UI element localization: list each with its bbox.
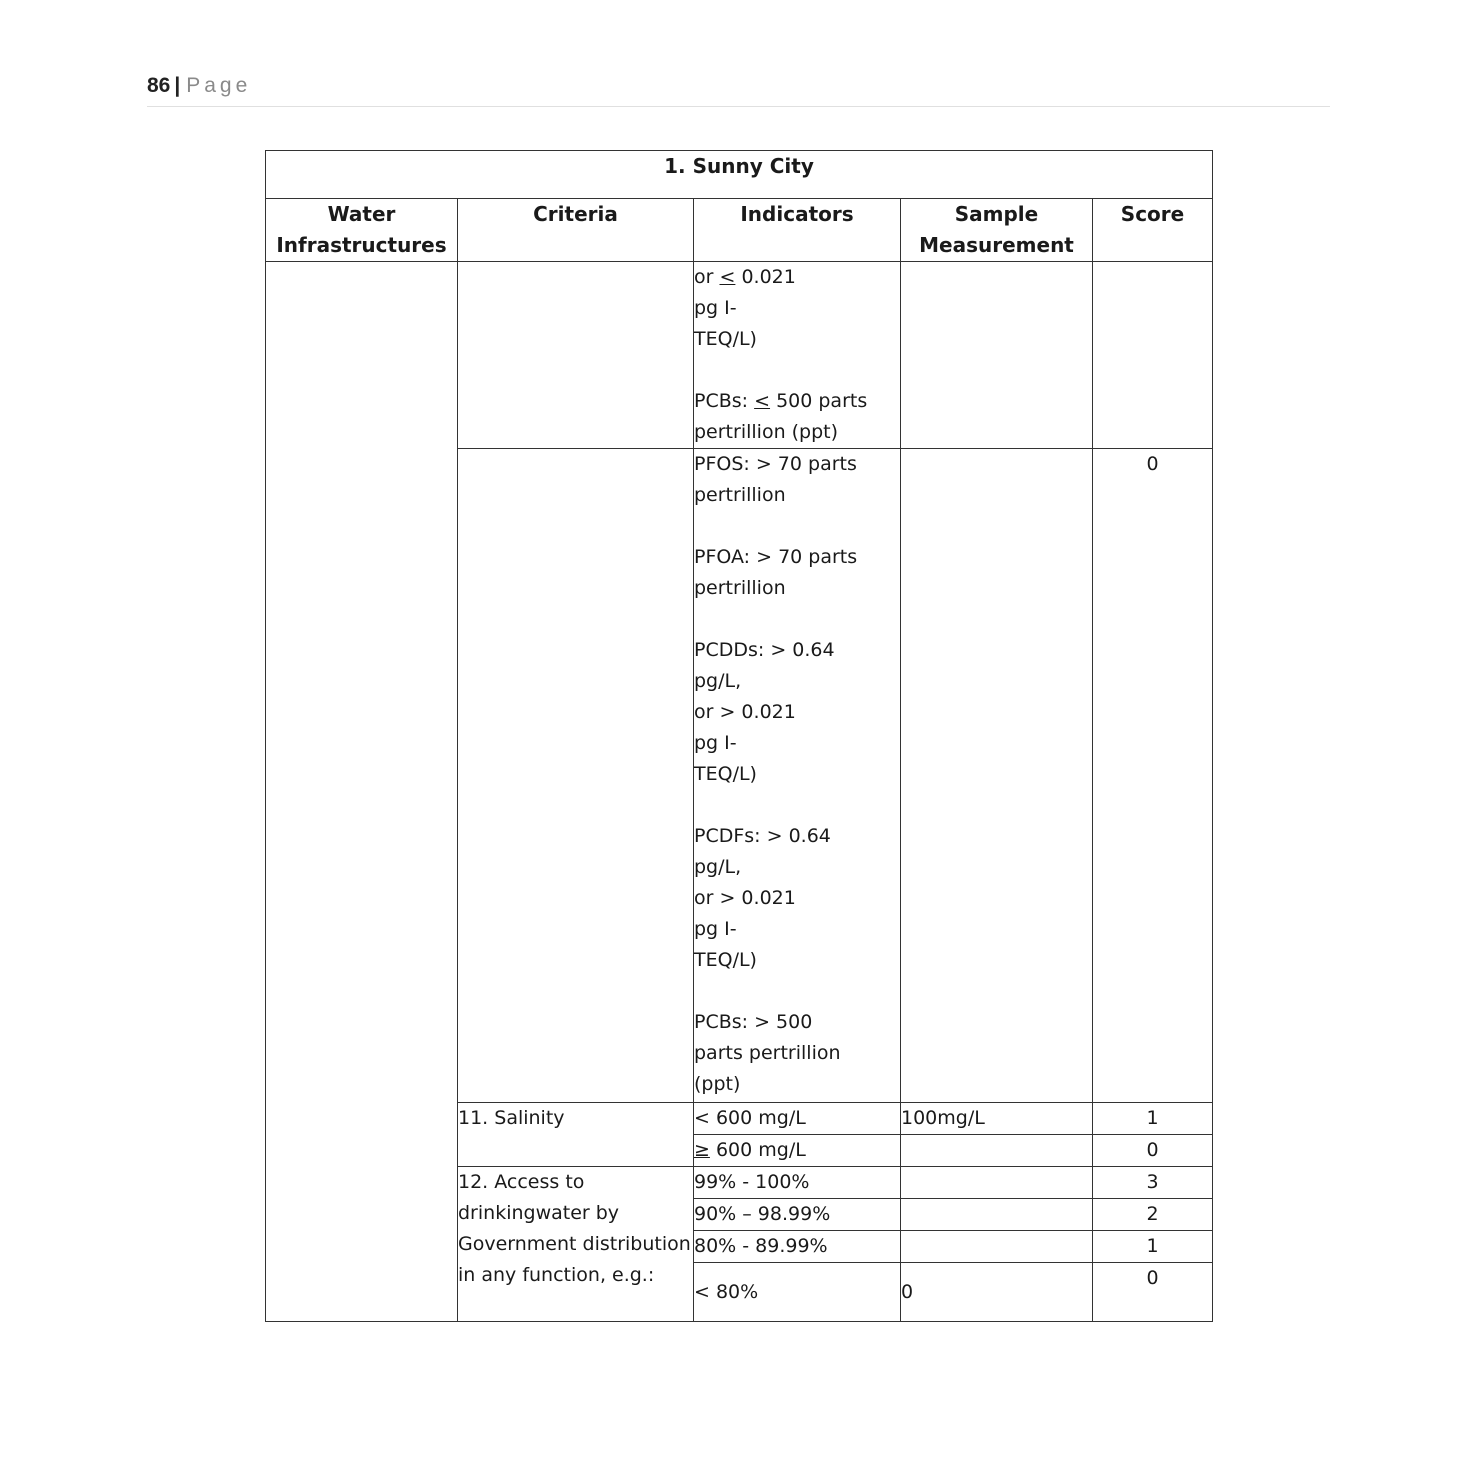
page-number: 86 <box>147 74 171 97</box>
indicator-symbol: < <box>754 390 771 412</box>
criteria-access-drinking-water: 12. Access to drinkingwater by Government distribution in any function, e.g.: <box>458 1167 694 1322</box>
measurement-cell <box>901 1231 1093 1263</box>
page-word: Page <box>186 74 252 97</box>
indicator-cell: 99% - 100% <box>694 1167 901 1199</box>
criteria-salinity: 11. Salinity <box>458 1103 694 1167</box>
indicator-text: 500 parts pertrillion (ppt) <box>694 390 868 443</box>
column-header-score: Score <box>1093 199 1213 262</box>
column-header-indicators: Indicators <box>694 199 901 262</box>
score-cell: 1 <box>1093 1103 1213 1135</box>
indicator-cell: < 80% <box>694 1263 901 1322</box>
indicator-symbol: ≥ <box>694 1139 710 1161</box>
score-cell <box>1093 262 1213 449</box>
column-header-criteria: Criteria <box>458 199 694 262</box>
measurement-cell <box>901 449 1093 1103</box>
page-header <box>147 74 1330 107</box>
measurement-cell <box>901 1199 1093 1231</box>
measurement-cell <box>901 1167 1093 1199</box>
indicator-cell: 90% – 98.99% <box>694 1199 901 1231</box>
measurement-cell: 0 <box>901 1263 1093 1322</box>
score-cell: 3 <box>1093 1167 1213 1199</box>
criteria-cell <box>458 449 694 1103</box>
criteria-cell <box>458 262 694 449</box>
score-cell: 1 <box>1093 1231 1213 1263</box>
indicator-text: 0.021 pg I- TEQ/L) PCBs: <box>694 266 796 412</box>
score-cell: 0 <box>1093 1135 1213 1167</box>
indicator-cell: < 600 mg/L <box>694 1103 901 1135</box>
page-separator: | <box>174 74 181 97</box>
indicator-text: 600 mg/L <box>709 1139 806 1161</box>
indicator-cell: PFOS: > 70 parts pertrillion PFOA: > 70 parts pertrillion PCDDs: > 0.64 pg/L, or > 0.021 pg I- TEQ/L) PCDFs: > 0.64 pg/L, or > 0.021 pg I- TEQ/L) PCBs: > 500 parts pertrillion (ppt) <box>694 449 901 1103</box>
score-cell: 2 <box>1093 1199 1213 1231</box>
score-cell: 0 <box>1093 1263 1213 1322</box>
table-title: 1. Sunny City <box>266 151 1213 199</box>
measurement-cell <box>901 1135 1093 1167</box>
indicator-symbol: < <box>719 266 736 288</box>
score-cell: 0 <box>1093 449 1213 1103</box>
table-row <box>266 262 1213 449</box>
indicator-text: or <box>694 266 720 288</box>
indicator-cell: 80% - 89.99% <box>694 1231 901 1263</box>
column-header-sample-measurement: Sample Measurement <box>901 199 1093 262</box>
table-header-row <box>266 199 1213 262</box>
measurement-cell <box>901 262 1093 449</box>
scoring-table <box>265 150 1213 1322</box>
measurement-cell: 100mg/L <box>901 1103 1093 1135</box>
indicator-cell <box>694 1135 901 1167</box>
column-header-water-infrastructures: Water Infrastructures <box>266 199 458 262</box>
indicator-cell <box>694 262 901 449</box>
water-infrastructure-cell <box>266 262 458 1322</box>
